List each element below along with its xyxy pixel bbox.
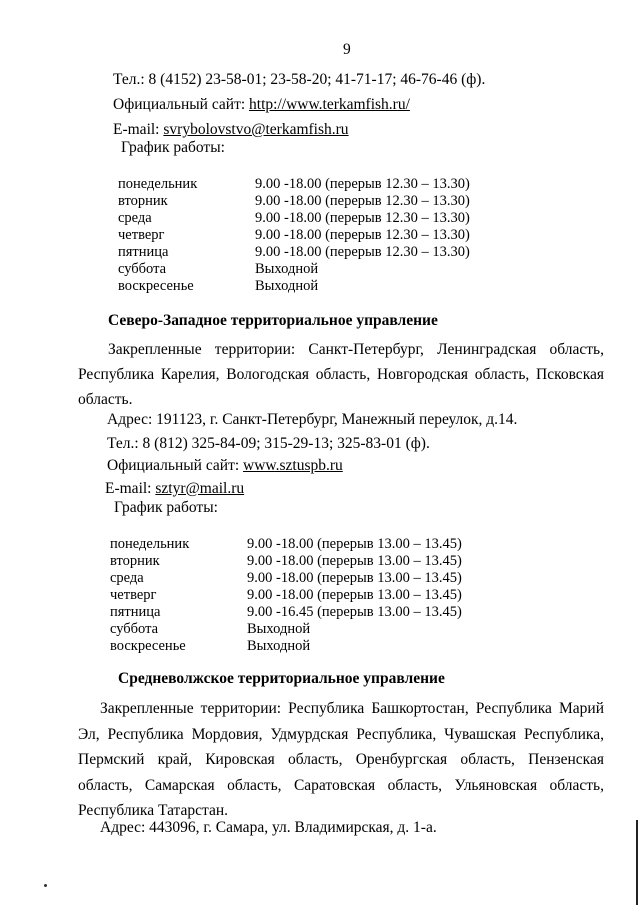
schedule-day: пятница	[118, 244, 169, 260]
site-line-northwest	[107, 457, 343, 475]
schedule-row	[118, 193, 470, 210]
schedule-hours: 9.00 -16.45 (перерыв 13.00 – 13.45)	[247, 604, 462, 620]
schedule-day: воскресенье	[110, 638, 186, 654]
schedule-title-1: График работы:	[121, 139, 225, 156]
schedule-row	[110, 604, 462, 621]
schedule-day: суббота	[110, 621, 159, 637]
schedule-hours: Выходной	[247, 621, 311, 637]
schedule-hours: 9.00 -18.00 (перерыв 13.00 – 13.45)	[247, 536, 462, 552]
page-number: 9	[343, 41, 351, 58]
site-label-northwest: Официальный сайт:	[107, 457, 244, 474]
schedule-hours: 9.00 -18.00 (перерыв 13.00 – 13.45)	[247, 570, 462, 586]
section-heading-middle-volga: Средневолжское территориальное управление	[118, 670, 445, 687]
scan-edge-line	[636, 820, 638, 905]
site-line-1	[113, 96, 410, 114]
schedule-hours: 9.00 -18.00 (перерыв 12.30 – 13.30)	[255, 210, 470, 226]
schedule-row	[110, 638, 462, 655]
email-line-northwest	[105, 480, 244, 498]
schedule-hours: 9.00 -18.00 (перерыв 13.00 – 13.45)	[247, 587, 462, 603]
schedule-table-northwest	[110, 536, 462, 655]
phone-line-1: Тел.: 8 (4152) 23-58-01; 23-58-20; 41-71-17; 46-76-46 (ф).	[113, 71, 486, 88]
schedule-row	[118, 227, 470, 244]
schedule-hours: Выходной	[255, 261, 319, 277]
email-label-northwest: E-mail:	[105, 480, 156, 497]
schedule-day: среда	[110, 570, 144, 586]
schedule-row	[110, 536, 462, 553]
schedule-day: среда	[118, 210, 152, 226]
schedule-title-northwest: График работы:	[114, 499, 218, 516]
schedule-row	[118, 210, 470, 227]
schedule-day: понедельник	[110, 536, 190, 552]
scan-speck	[44, 884, 47, 887]
schedule-row	[110, 587, 462, 604]
schedule-hours: Выходной	[255, 278, 319, 294]
email-line-1	[113, 121, 349, 139]
schedule-day: четверг	[110, 587, 157, 603]
schedule-row	[118, 176, 470, 193]
site-label-1: Официальный сайт:	[113, 96, 250, 113]
schedule-hours: 9.00 -18.00 (перерыв 12.30 – 13.30)	[255, 227, 470, 243]
email-label-1: E-mail:	[113, 121, 164, 138]
schedule-row	[118, 244, 470, 261]
schedule-day: вторник	[110, 553, 160, 569]
schedule-hours: 9.00 -18.00 (перерыв 12.30 – 13.30)	[255, 244, 470, 260]
schedule-hours: Выходной	[247, 638, 311, 654]
schedule-row	[110, 570, 462, 587]
phone-northwest: Тел.: 8 (812) 325-84-09; 315-29-13; 325-83-01 (ф).	[107, 435, 430, 452]
schedule-day: пятница	[110, 604, 161, 620]
schedule-table-1	[118, 176, 470, 295]
section-heading-northwest: Северо-Западное территориальное управление	[108, 312, 438, 329]
territories-middle-volga: Закрепленные территории: Республика Башкортостан, Республика Марий Эл, Республика Мордовия, Удмурдская Республика, Чувашская Республика, Пермский край, Кировская область, Оренбургская область, Пензенская область, Самарская область, Саратовская область, Ульяновская область, Республика Татарстан.	[78, 700, 604, 819]
schedule-row	[118, 261, 470, 278]
schedule-hours: 9.00 -18.00 (перерыв 12.30 – 13.30)	[255, 193, 470, 209]
schedule-day: понедельник	[118, 176, 198, 192]
schedule-hours: 9.00 -18.00 (перерыв 13.00 – 13.45)	[247, 553, 462, 569]
schedule-row	[110, 553, 462, 570]
site-link-northwest[interactable]: www.sztuspb.ru	[243, 457, 343, 474]
schedule-day: четверг	[118, 227, 165, 243]
address-northwest: Адрес: 191123, г. Санкт-Петербург, Манежный переулок, д.14.	[107, 411, 518, 428]
email-link-northwest[interactable]: sztyr@mail.ru	[155, 480, 245, 497]
territories-northwest: Закрепленные территории: Санкт-Петербург, Ленинградская область, Республика Карелия, Вологодская область, Новгородская область, Псковская область.	[78, 341, 604, 408]
schedule-row	[110, 621, 462, 638]
address-middle-volga: Адрес: 443096, г. Самара, ул. Владимирская, д. 1-а.	[100, 819, 437, 836]
schedule-day: вторник	[118, 193, 168, 209]
schedule-hours: 9.00 -18.00 (перерыв 12.30 – 13.30)	[255, 176, 470, 192]
email-link-1[interactable]: svrybolovstvo@terkamfish.ru	[163, 121, 349, 138]
schedule-day: суббота	[118, 261, 167, 277]
schedule-row	[118, 278, 470, 295]
schedule-day: воскресенье	[118, 278, 194, 294]
site-link-1[interactable]: http://www.terkamfish.ru/	[249, 96, 410, 113]
